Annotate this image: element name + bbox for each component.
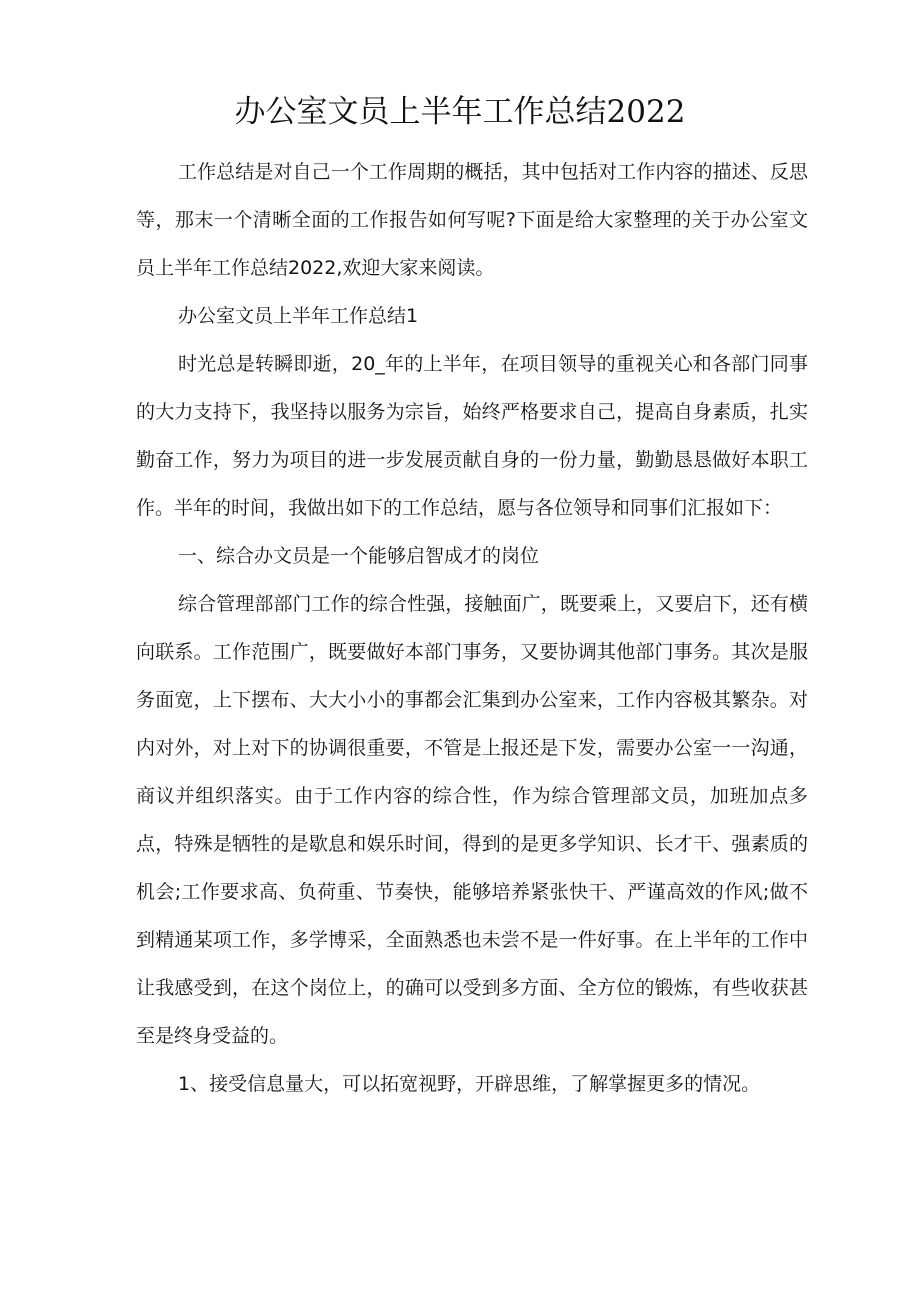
section-heading-1: 一、综合办文员是一个能够启智成才的岗位 — [178, 545, 540, 567]
document-title: 办公室文员上半年工作总结2022 — [234, 94, 686, 130]
list-item-1: 1、接受信息量大，可以拓宽视野，开辟思维，了解掌握更多的情况。 — [178, 1073, 761, 1095]
document-body — [136, 148, 808, 1108]
section-heading-summary-1: 办公室文员上半年工作总结1 — [178, 305, 419, 327]
opening-paragraph: 时光总是转瞬即逝，20_年的上半年，在项目领导的重视关心和各部门同事的大力支持下，我坚持以服务为宗旨，始终严格要求自己，提高自身素质，扎实勤奋工作，努力为项目的进一步发展贡献自身的一份力量，勤勤恳恳做好本职工作。半年的时间，我做出如下的工作总结，愿与各位领导和同事们汇报如下： — [136, 353, 808, 519]
section-1-paragraph: 综合管理部部门工作的综合性强，接触面广，既要乘上，又要启下，还有横向联系。工作范围广，既要做好本部门事务，又要协调其他部门事务。其次是服务面宽，上下摆布、大大小小的事都会汇集到办公室来，工作内容极其繁杂。对内对外，对上对下的协调很重要，不管是上报还是下发，需要办公室一一沟通，商议并组织落实。由于工作内容的综合性，作为综合管理部文员，加班加点多点，特殊是牺牲的是歇息和娱乐时间，得到的是更多学知识、长才干、强素质的机会;工作要求高、负荷重、节奏快，能够培养紧张快干、严谨高效的作风;做不到精通某项工作，多学博采，全面熟悉也未尝不是一件好事。在上半年的工作中让我感受到，在这个岗位上，的确可以受到多方面、全方位的锻炼，有些收获甚至是终身受益的。 — [136, 593, 808, 1047]
intro-paragraph: 工作总结是对自己一个工作周期的概括，其中包括对工作内容的描述、反思等，那末一个清晰全面的工作报告如何写呢?下面是给大家整理的关于办公室文员上半年工作总结2022,欢迎大家来阅读。 — [136, 161, 808, 279]
